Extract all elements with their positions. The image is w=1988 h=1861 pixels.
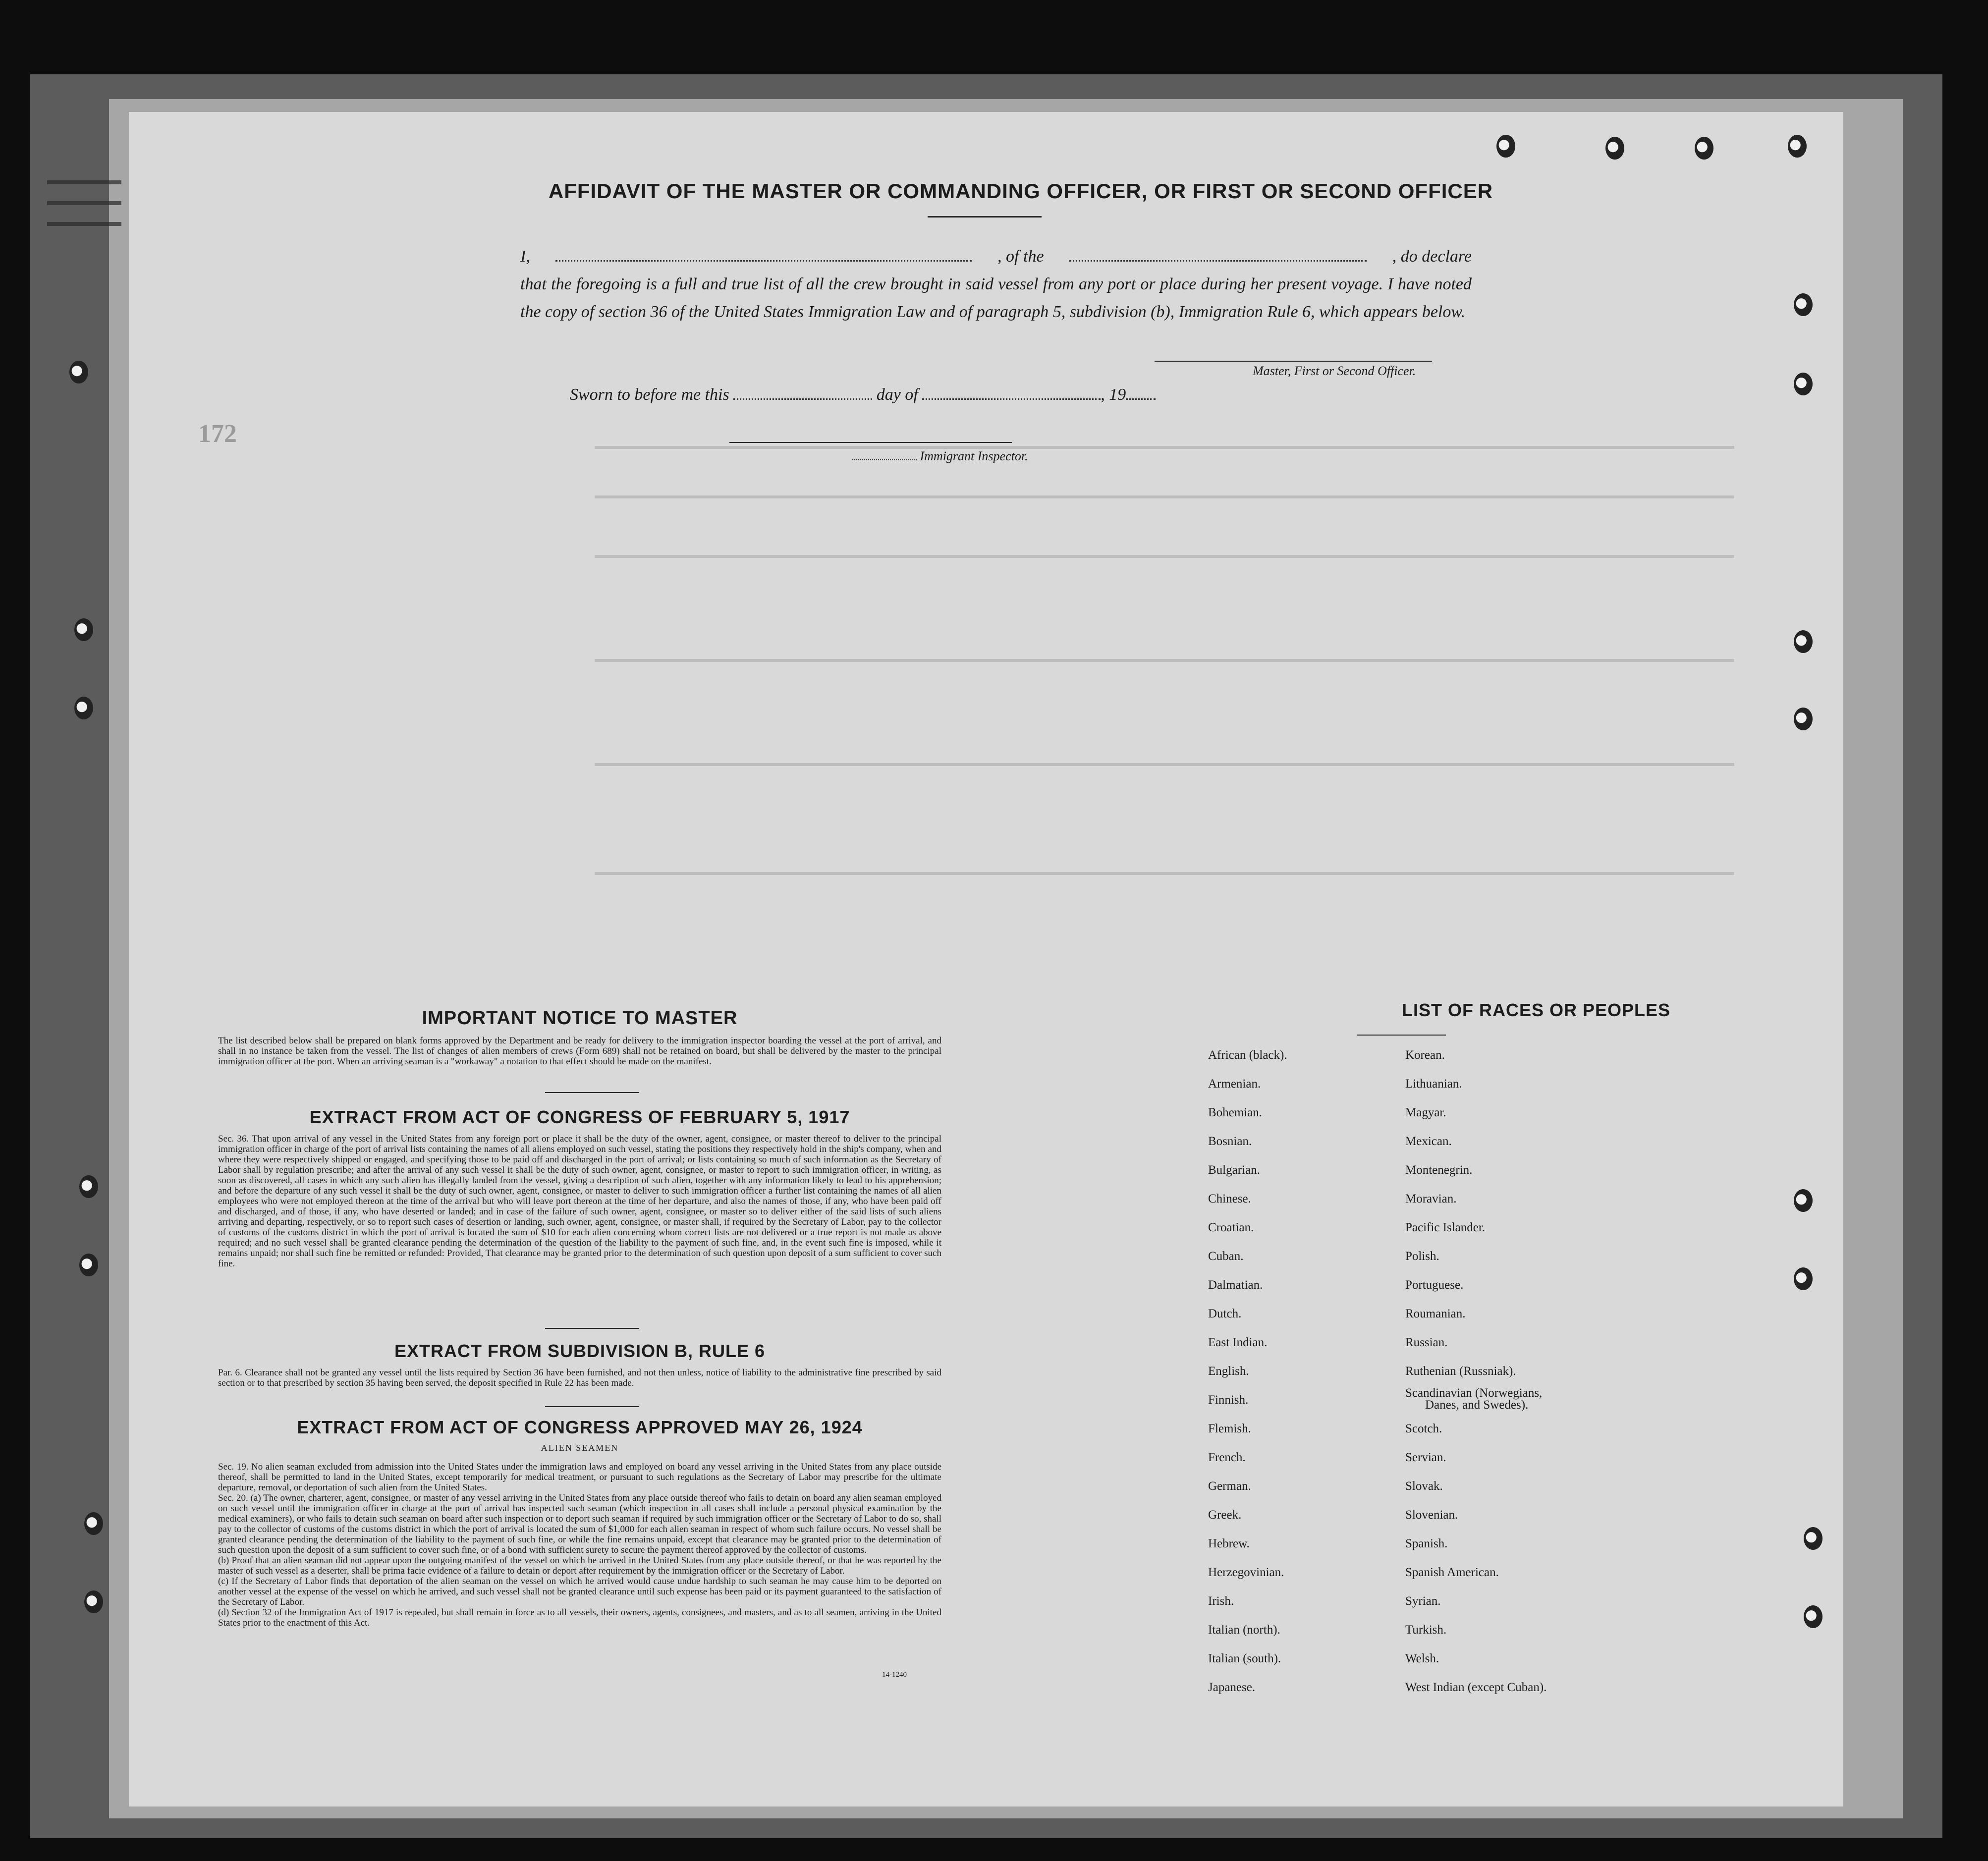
sworn-day-blank (733, 398, 872, 400)
inspector-signature-line (729, 442, 1012, 443)
vessel-blank (1069, 260, 1367, 262)
race-item: Syrian. (1405, 1594, 1441, 1608)
race-item: Montenegrin. (1405, 1163, 1473, 1177)
race-item: African (black). (1208, 1048, 1287, 1062)
punch-hole-icon (1695, 137, 1713, 160)
race-item: Polish. (1405, 1250, 1439, 1263)
affidavit-declaration-line (520, 243, 1472, 271)
race-item: Pacific Islander. (1405, 1221, 1486, 1234)
race-item: Spanish American. (1405, 1566, 1499, 1579)
affidavit-statement: that the foregoing is a full and true list of all the crew brought in said vessel from any port or place during her present voyage. I have noted the copy of section 36 of the United States Immigration Law and of paragraph 5, subdivision (b), Immigration Rule 6, which appears below. (520, 275, 1472, 321)
race-item: Moravian. (1405, 1192, 1457, 1205)
extract-1924-subtitle: ALIEN SEAMEN (541, 1443, 619, 1453)
name-blank (555, 260, 972, 262)
affidavit-of-the: , of the (997, 247, 1044, 266)
inspector-label: Immigrant Inspector. (920, 449, 1028, 463)
bleed-through-line (595, 659, 1734, 662)
race-item: Servian. (1405, 1451, 1446, 1464)
race-item: Ruthenian (Russniak). (1405, 1365, 1516, 1378)
sec20a-text: Sec. 20. (a) The owner, charterer, agent, consignee, or master of any vessel arriving in the United States from any place outside thereof who fails to detain on board any alien seaman employed on such vessel until the immigration officer in charge at the port of arrival has inspected such seaman (which inspection in all cases shall include a personal physical examination by the medical examiners), or who fails to detain such seaman on board after such inspection or to deport such seaman if required by such immigration officer or the Secretary of Labor to do so, shall pay to the collector of customs of the customs district in which the port of arrival is located the sum of $1,000 for each alien seaman in respect of whom such failure occurs. No vessel shall be granted clearance pending the determination of the liability to the payment of such fine, or while the fine remains unpaid, except that clearance may be granted prior to the determination of such question upon the deposit of a sum sufficient to cover such fine, or of a bond with sufficient surety to secure the payment thereof approved by the collector of customs. (218, 1493, 941, 1555)
inspector-blank (852, 459, 917, 460)
race-item: Russian. (1405, 1336, 1448, 1349)
race-item: Welsh. (1405, 1652, 1439, 1665)
punch-hole-icon (1804, 1605, 1822, 1628)
race-item: Magyar. (1405, 1106, 1446, 1119)
race-item: Slovak. (1405, 1479, 1443, 1493)
race-item: German. (1208, 1479, 1251, 1493)
race-item: English. (1208, 1365, 1249, 1378)
punch-hole-icon (1794, 708, 1813, 730)
race-item: Danes, and Swedes). (1425, 1398, 1529, 1412)
affidavit-i: I, (520, 247, 530, 266)
bleed-through-line (595, 555, 1734, 558)
race-item: Armenian. (1208, 1077, 1261, 1091)
punch-hole-icon (74, 697, 93, 719)
race-item: Spanish. (1405, 1537, 1448, 1550)
left-edge-bleed (47, 164, 136, 342)
sworn-line (570, 385, 1156, 404)
punch-hole-icon (1794, 373, 1813, 395)
race-item: Italian (south). (1208, 1652, 1281, 1665)
notice-rule (545, 1092, 639, 1093)
punch-hole-icon (1794, 630, 1813, 653)
bleed-through-line (595, 495, 1734, 498)
race-item: Mexican. (1405, 1135, 1452, 1148)
rule6-title: EXTRACT FROM SUBDIVISION B, RULE 6 (394, 1341, 766, 1361)
race-item: Bulgarian. (1208, 1163, 1260, 1177)
extract-1917-text: Sec. 36. That upon arrival of any vessel in the United States from any foreign port or place it shall be the duty of the owner, agent, consignee, or master thereof to deliver to the principal immigration officer in charge of the port of arrival lists containing the names of all aliens employed on such vessel, stating the positions they respectively hold in the ship's company, when and where they were respectively shipped or engaged, and specifying those to be paid off and discharged in the port of arrival; or lists containing so much of such information as the Secretary of Labor shall by regulation prescribe; and after the arrival of any such vessel it shall be the duty of such owner, agent, consignee, or master to report to such immigration officer, in writing, as soon as discovered, all cases in which any such alien has illegally landed from the vessel, giving a description of such alien, together with any information likely to lead to his apprehension; and before the departure of any such vessel it shall be the duty of such owner, agent, consignee, or master to deliver to such immigration officer a further list containing the names of all alien employees who were not employed thereon at the time of the arrival but who will leave port thereon at the time of her departure, and also the names of those, if any, who have been paid off and discharged, and of those, if any, who have deserted or landed; and in case of the failure of such owner, agent, consignee, or master so to deliver either of the said lists of such aliens arriving and departing, respectively, or so to report such cases of desertion or landing, such owner, agent, consignee, or master shall, if required by the Secretary of Labor, pay to the collector of customs of the customs district in which the port of arrival is located the sum of $10 for each alien concerning whom correct lists are not delivered or a true report is not made as above required; and no such vessel shall be granted clearance pending the determination of the question of the liability to the payment of such fine, and, in the event such fine is imposed, while it remains unpaid; nor shall such fine be remitted or refunded: Provided, That clearance may be granted prior to the determination of such question upon deposit of a sum sufficient to cover such fine. (218, 1134, 941, 1269)
affidavit-body (520, 243, 1472, 326)
race-item: Slovenian. (1405, 1508, 1458, 1522)
affidavit-title-rule (928, 216, 1042, 218)
rule6-rule (545, 1406, 639, 1407)
punch-hole-icon (84, 1590, 103, 1613)
punch-hole-icon (74, 618, 93, 641)
race-item: Bohemian. (1208, 1106, 1263, 1119)
race-item: Lithuanian. (1405, 1077, 1462, 1091)
race-item: Dalmatian. (1208, 1278, 1263, 1292)
notice-text: The list described below shall be prepared on blank forms approved by the Department and be ready for delivery to the immigration inspector boarding the vessel at the port of arrival, and shall in no instance be taken from the vessel. The list of changes of alien members of crews (Form 689) shall not be retained on board, but shall be delivered by the master to the principal immigration officer at the port. When an arriving seaman is a "workaway" a notation to that effect should be made on the manifest. (218, 1036, 941, 1067)
extract-1917-title: EXTRACT FROM ACT OF CONGRESS OF FEBRUARY 5, 1917 (309, 1107, 850, 1127)
inspector-signature-label (852, 449, 1028, 464)
bleed-through-line (595, 872, 1734, 875)
punch-hole-icon (69, 361, 88, 383)
sec20c-text: (c) If the Secretary of Labor finds that deportation of the alien seaman on the vessel on which he arrived would cause undue hardship to such seaman he may cause him to be deported on another vessel at the expense of the vessel on which he arrived, and such vessel shall not be granted clearance until such expense has been paid or its payment guaranteed to the satisfaction of the Secretary of Labor. (218, 1576, 941, 1607)
punch-hole-icon (1794, 1189, 1813, 1212)
race-item: Turkish. (1405, 1623, 1447, 1637)
race-item: Scotch. (1405, 1422, 1442, 1435)
bleed-through-line (595, 446, 1734, 449)
extract-1917-rule (545, 1328, 639, 1329)
rule6-text: Par. 6. Clearance shall not be granted any vessel until the lists required by Section 36 have been furnished, and not then unless, notice of liability to the administrative fine prescribed by said section or to that prescribed by section 35 having been served, the deposit specified in Rule 22 has been made. (218, 1368, 941, 1388)
race-item: Finnish. (1208, 1393, 1249, 1407)
race-item: Chinese. (1208, 1192, 1251, 1205)
punch-hole-icon (79, 1175, 98, 1198)
punch-hole-icon (1794, 1267, 1813, 1290)
punch-hole-icon (79, 1254, 98, 1276)
sworn-year-blank (1126, 398, 1156, 400)
race-item: West Indian (except Cuban). (1405, 1681, 1547, 1694)
sworn-prefix: Sworn to before me this (570, 385, 729, 404)
master-signature-line (1155, 361, 1432, 362)
race-item: French. (1208, 1451, 1246, 1464)
form-number: 14-1240 (882, 1671, 907, 1679)
race-item: Scandinavian (Norwegians, (1405, 1386, 1543, 1400)
race-item: Croatian. (1208, 1221, 1254, 1234)
race-item: Herzegovinian. (1208, 1566, 1284, 1579)
races-title-rule (1357, 1035, 1446, 1036)
race-item: Bosnian. (1208, 1135, 1252, 1148)
race-item: Roumanian. (1405, 1307, 1466, 1320)
race-item: Korean. (1405, 1048, 1445, 1062)
extract-1924-title: EXTRACT FROM ACT OF CONGRESS APPROVED MAY 26, 1924 (297, 1417, 863, 1437)
notice-title: IMPORTANT NOTICE TO MASTER (422, 1008, 738, 1029)
bleed-through-line (595, 763, 1734, 766)
races-title: LIST OF RACES OR PEOPLES (1401, 1000, 1671, 1020)
race-item: Japanese. (1208, 1681, 1256, 1694)
margin-number: 172 (198, 420, 237, 448)
affidavit-title: AFFIDAVIT OF THE MASTER OR COMMANDING OFFICER, OR FIRST OR SECOND OFFICER (548, 179, 1493, 203)
race-item: East Indian. (1208, 1336, 1268, 1349)
punch-hole-icon (1788, 135, 1807, 158)
race-item: Greek. (1208, 1508, 1242, 1522)
sec20b-text: (b) Proof that an alien seaman did not appear upon the outgoing manifest of the vessel on which he arrived in the United States from any place outside thereof, or that he was reported by the master of such vessel as a deserter, shall be prima facie evidence of a failure to detain or deport after requirement by the immigration officer or the Secretary of Labor. (218, 1555, 941, 1576)
race-item: Hebrew. (1208, 1537, 1250, 1550)
race-item: Dutch. (1208, 1307, 1242, 1320)
punch-hole-icon (1496, 135, 1515, 158)
master-signature-label: Master, First or Second Officer. (1253, 364, 1416, 378)
race-item: Portuguese. (1405, 1278, 1464, 1292)
race-item: Irish. (1208, 1594, 1234, 1608)
punch-hole-icon (1605, 137, 1624, 160)
extract-1924-text (218, 1462, 941, 1628)
race-item: Cuban. (1208, 1250, 1244, 1263)
punch-hole-icon (84, 1512, 103, 1535)
sec19-text: Sec. 19. No alien seaman excluded from admission into the United States under the immigration laws and employed on board any vessel arriving in the United States from any place outside thereof, shall be permitted to land in the United States, except temporarily for medical treatment, or pursuant to such regulations as the Secretary of Labor may prescribe for the ultimate departure, removal, or deportation of such alien from the United States. (218, 1462, 941, 1493)
sworn-month-blank (922, 398, 1101, 400)
sworn-year: , 19 (1101, 385, 1126, 404)
affidavit-declare: , do declare (1392, 247, 1472, 266)
punch-hole-icon (1794, 293, 1813, 316)
sworn-day-of: day of (876, 385, 918, 404)
race-item: Flemish. (1208, 1422, 1251, 1435)
punch-hole-icon (1804, 1527, 1822, 1550)
sec20d-text: (d) Section 32 of the Immigration Act of 1917 is repealed, but shall remain in force as to all vessels, their owners, agents, consignees, and masters, and as to all seamen, arriving in the United States prior to the enactment of this Act. (218, 1607, 941, 1628)
race-item: Italian (north). (1208, 1623, 1280, 1637)
